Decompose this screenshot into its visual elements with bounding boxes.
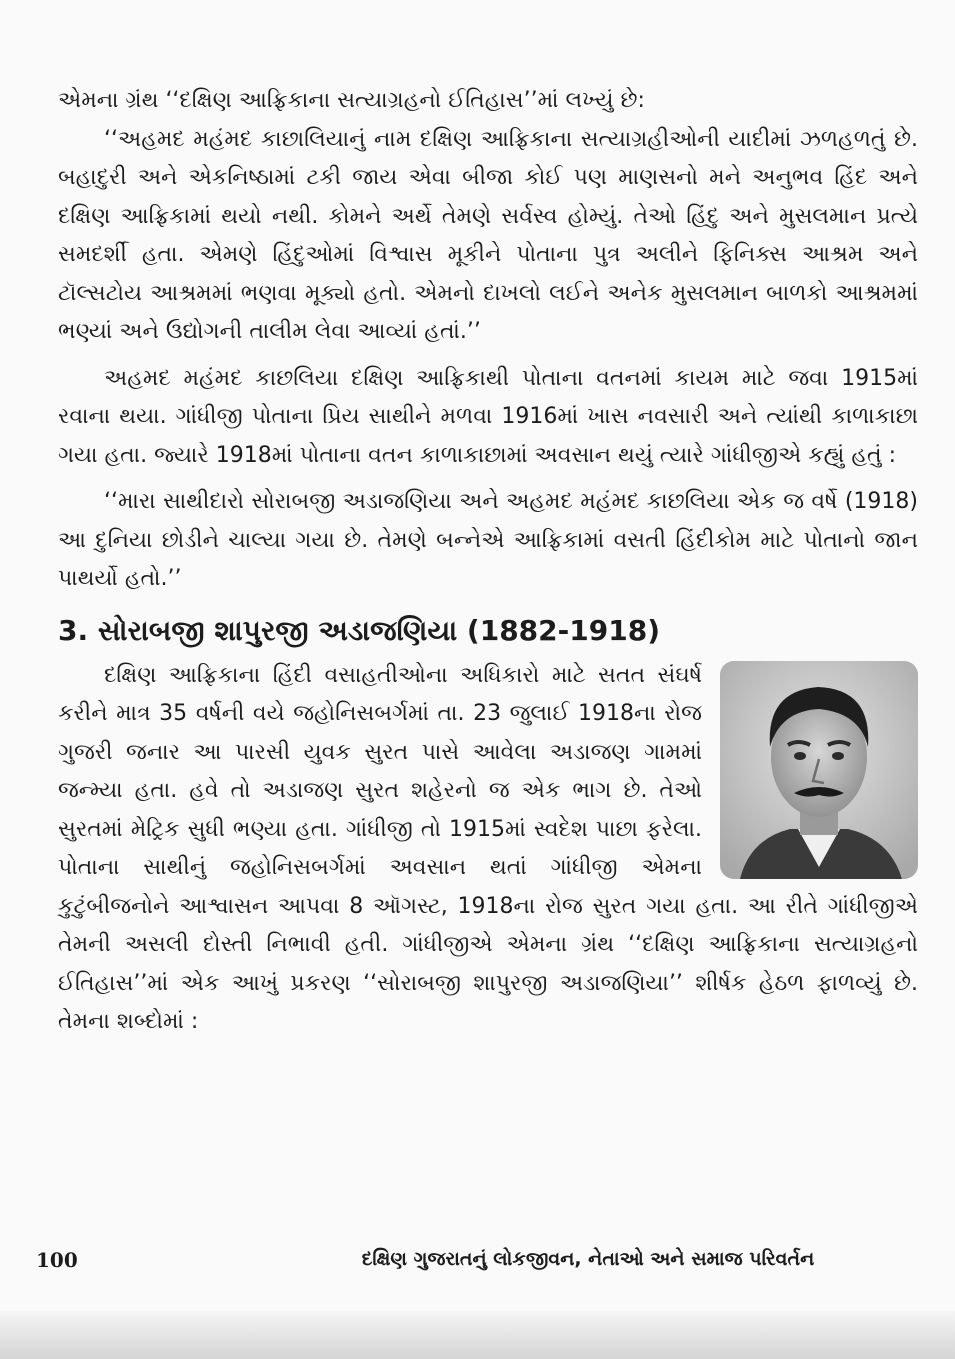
page-number: 100 <box>36 1248 78 1272</box>
paragraph-adajania-bio: દક્ષિણ આફ્રિકાના હિંદી વસાહતીઓના અધિકારો માટે સતત સંઘર્ષ કરીને માત્ર 35 વર્ષની વયે જહોનિસબર્ગમાં તા. 23 જુલાઈ 1918ના રોજ ગુજરી જનાર આ પારસી યુવક સુરત પાસે આવેલા અડાજણ ગામમાં જન્મ્યા હતા. હવે તો અડાજણ સુરત શહેરનો જ એક ભાગ છે. તેઓ સુરતમાં મેટ્રિક સુધી ભણ્યા હતા. ગાંધીજી તો 1915માં સ્વદેશ પાછા ફરેલા. પોતાના સાથીનું જહોનિસબર્ગમાં અવસાન થતાં ગાંધીજી એમના કુટુંબીજનોને આશ્વાસન આપવા 8 ઑગસ્ટ, 1918ના રોજ સુરત ગયા હતા. આ રીતે ગાંધીજીએ તેમની અસલી દોસ્તી નિભાવી હતી. ગાંધીજીએ એમના ગ્રંથ ‘‘દક્ષિણ આફ્રિકાના સત્યાગ્રહનો ઈતિહાસ’’માં એક આખું પ્રકરણ ‘‘સોરાબજી શાપુરજી અડાજણિયા’’ શીર્ષક હેઠળ ફાળવ્યું છે. તેમના શબ્દોમાં : <box>58 662 918 1034</box>
running-footer-title: દક્ષિણ ગુજરાતનું લોકજીવન, નેતાઓ અને સમાજ પરિવર્તન <box>361 1248 815 1270</box>
paragraph-intro: એમના ગ્રંથ ‘‘દક્ષિણ આફ્રિકાના સત્યાગ્રહનો ઈતિહાસ’’માં લખ્યું છે: <box>58 88 645 113</box>
quote-gandhi: ‘‘મારા સાથીદારો સોરાબજી અડાજણિયા અને અહમદ મહંમદ કાછલિયા એક જ વર્ષે (1918) આ દુનિયા છોડીને ચાલ્યા ગયા છે. તેમણે બન્નેએ આફ્રિકામાં વસતી હિંદીકોમ માટે પોતાનો જાન પાથર્યો હતો.’’ <box>58 489 918 591</box>
page-edge-shading <box>0 1311 955 1359</box>
page-footer <box>0 1248 955 1278</box>
paragraph-kachhalia-return: અહમદ મહંમદ કાછલિયા દક્ષિણ આફ્રિકાથી પોતાના વતનમાં કાયમ માટે જવા 1915માં રવાના થયા. ગાંધીજી પોતાના પ્રિય સાથીને મળવા 1916માં ખાસ નવસારી અને ત્યાંથી કાળાકાછા ગયા હતા. જ્યારે 1918માં પોતાના વતન કાળાકાછામાં અવસાન થયું ત્યારે ગાંધીજીએ કહ્યું હતું : <box>58 365 918 468</box>
section-heading: 3. સોરાબજી શાપુરજી અડાજણિયા (1882-1918) <box>58 613 660 647</box>
portrait-photo <box>720 661 918 879</box>
quote-kachhalia: ‘‘અહમદ મહંમદ કાછાલિયાનું નામ દક્ષિણ આફ્રિકાના સત્યાગ્રહીઓની યાદીમાં ઝળહળતું છે. બહાદુરી અને એકનિષ્ઠામાં ટકી જાય એવા બીજા કોઈ પણ માણસનો મને અનુભવ હિંદ અને દક્ષિણ આફ્રિકામાં થયો નથી. કોમને અર્થે તેમણે સર્વસ્વ હોમ્યું. તેઓ હિંદુ અને મુસલમાન પ્રત્યે સમદર્શી હતા. એમણે હિંદુઓમાં વિશ્વાસ મૂકીને પોતાના પુત્ર અલીને ફિનિક્સ આશ્રમ અને ટૉલ્સટોય આશ્રમમાં ભણવા મૂક્યો હતો. એમનો દાખલો લઈને અનેક મુસલમાન બાળકો આશ્રમમાં ભણ્યાં અને ઉદ્યોગની તાલીમ લેવા આવ્યાં હતાં.’’ <box>58 126 918 344</box>
portrait-illustration <box>720 661 918 879</box>
page-body <box>58 82 918 1042</box>
